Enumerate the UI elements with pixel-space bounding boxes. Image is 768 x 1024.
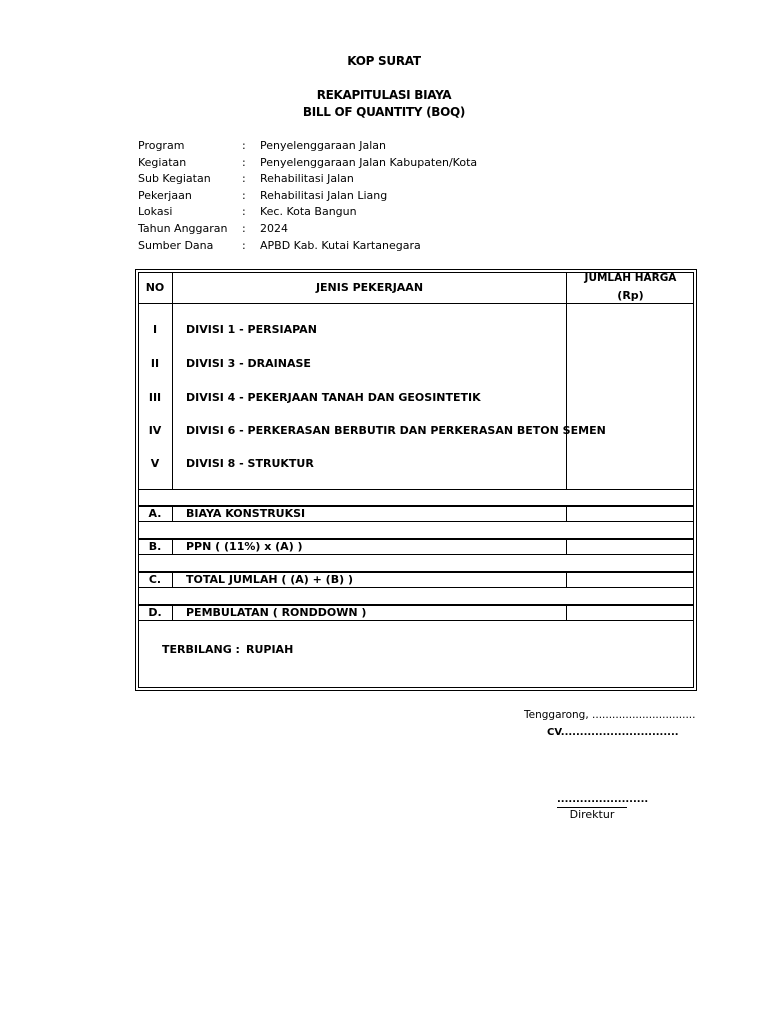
terbilang-label: TERBILANG :: [162, 643, 240, 656]
no-column-line: [172, 272, 173, 489]
summary-no: C.: [148, 573, 162, 586]
signatory-name: ........................: [557, 794, 649, 805]
summary-no: A.: [148, 507, 162, 520]
info-label: Pekerjaan: [138, 188, 192, 202]
info-colon: :: [242, 139, 246, 152]
info-label: Lokasi: [138, 205, 173, 219]
division-name: DIVISI 3 - DRAINASE: [186, 357, 311, 370]
summary-label: PPN ( (11%) x (A) ): [186, 540, 303, 553]
summary-value-divider: [566, 605, 567, 621]
info-label: Sumber Dana: [138, 238, 214, 252]
header-rp: (Rp): [617, 289, 644, 302]
info-value: APBD Kab. Kutai Kartanegara: [260, 238, 421, 252]
summary-label: TOTAL JUMLAH ( (A) + (B) ): [186, 573, 353, 586]
info-value: Penyelenggaraan Jalan: [260, 139, 386, 152]
header-divider: [138, 303, 694, 304]
info-value: Rehabilitasi Jalan: [260, 172, 354, 186]
division-name: DIVISI 1 - PERSIAPAN: [186, 323, 317, 336]
terbilang-value: RUPIAH: [246, 643, 294, 656]
body-divider: [138, 489, 694, 490]
summary-value-divider: [566, 506, 567, 522]
summary-no: B.: [148, 540, 162, 553]
division-no: II: [150, 357, 160, 370]
division-no: III: [148, 391, 162, 404]
summary-no-divider: [172, 539, 173, 555]
summary-label: PEMBULATAN ( RONDDOWN ): [186, 606, 367, 619]
summary-no-divider: [172, 605, 173, 621]
division-name: DIVISI 6 - PERKERASAN BERBUTIR DAN PERKERASAN BETON SEMEN: [186, 424, 606, 437]
info-label: Tahun Anggaran: [138, 221, 228, 235]
header-jenis-pekerjaan: JENIS PEKERJAAN: [315, 281, 424, 294]
info-colon: :: [242, 221, 246, 235]
header-no: NO: [145, 281, 165, 294]
info-label: Kegiatan: [138, 155, 187, 169]
info-value: Kec. Kota Bangun: [260, 205, 357, 219]
summary-value-divider: [566, 572, 567, 588]
info-label: Sub Kegiatan: [138, 172, 211, 186]
division-name: DIVISI 8 - STRUKTUR: [186, 457, 314, 470]
info-label: Program: [138, 139, 185, 152]
division-no: V: [150, 457, 160, 470]
division-no: I: [152, 323, 158, 336]
kop-surat: KOP SURAT: [347, 54, 421, 68]
summary-no-divider: [172, 572, 173, 588]
company-name: CV...............................: [547, 727, 679, 738]
summary-label: BIAYA KONSTRUKSI: [186, 507, 306, 520]
info-colon: :: [242, 238, 246, 252]
info-colon: :: [242, 172, 246, 186]
document-title: REKAPITULASI BIAYA: [316, 88, 452, 102]
summary-no-divider: [172, 506, 173, 522]
info-value: 2024: [260, 221, 288, 235]
jumlah-column-line: [566, 272, 567, 489]
summary-no: D.: [148, 606, 162, 619]
summary-value-divider: [566, 539, 567, 555]
info-value: Rehabilitasi Jalan Liang: [260, 188, 388, 202]
info-colon: :: [242, 155, 246, 169]
place-date: Tenggarong, ...............................: [524, 709, 696, 721]
info-colon: :: [242, 188, 246, 202]
header-jumlah-harga: JUMLAH HARGA: [584, 272, 677, 284]
division-no: IV: [148, 424, 162, 437]
document-subtitle: BILL OF QUANTITY (BOQ): [302, 105, 466, 119]
division-name: DIVISI 4 - PEKERJAAN TANAH DAN GEOSINTETIK: [186, 391, 481, 404]
info-colon: :: [242, 205, 246, 219]
info-value: Penyelenggaraan Jalan Kabupaten/Kota: [260, 155, 478, 169]
signatory-title: Direktur: [569, 808, 615, 821]
